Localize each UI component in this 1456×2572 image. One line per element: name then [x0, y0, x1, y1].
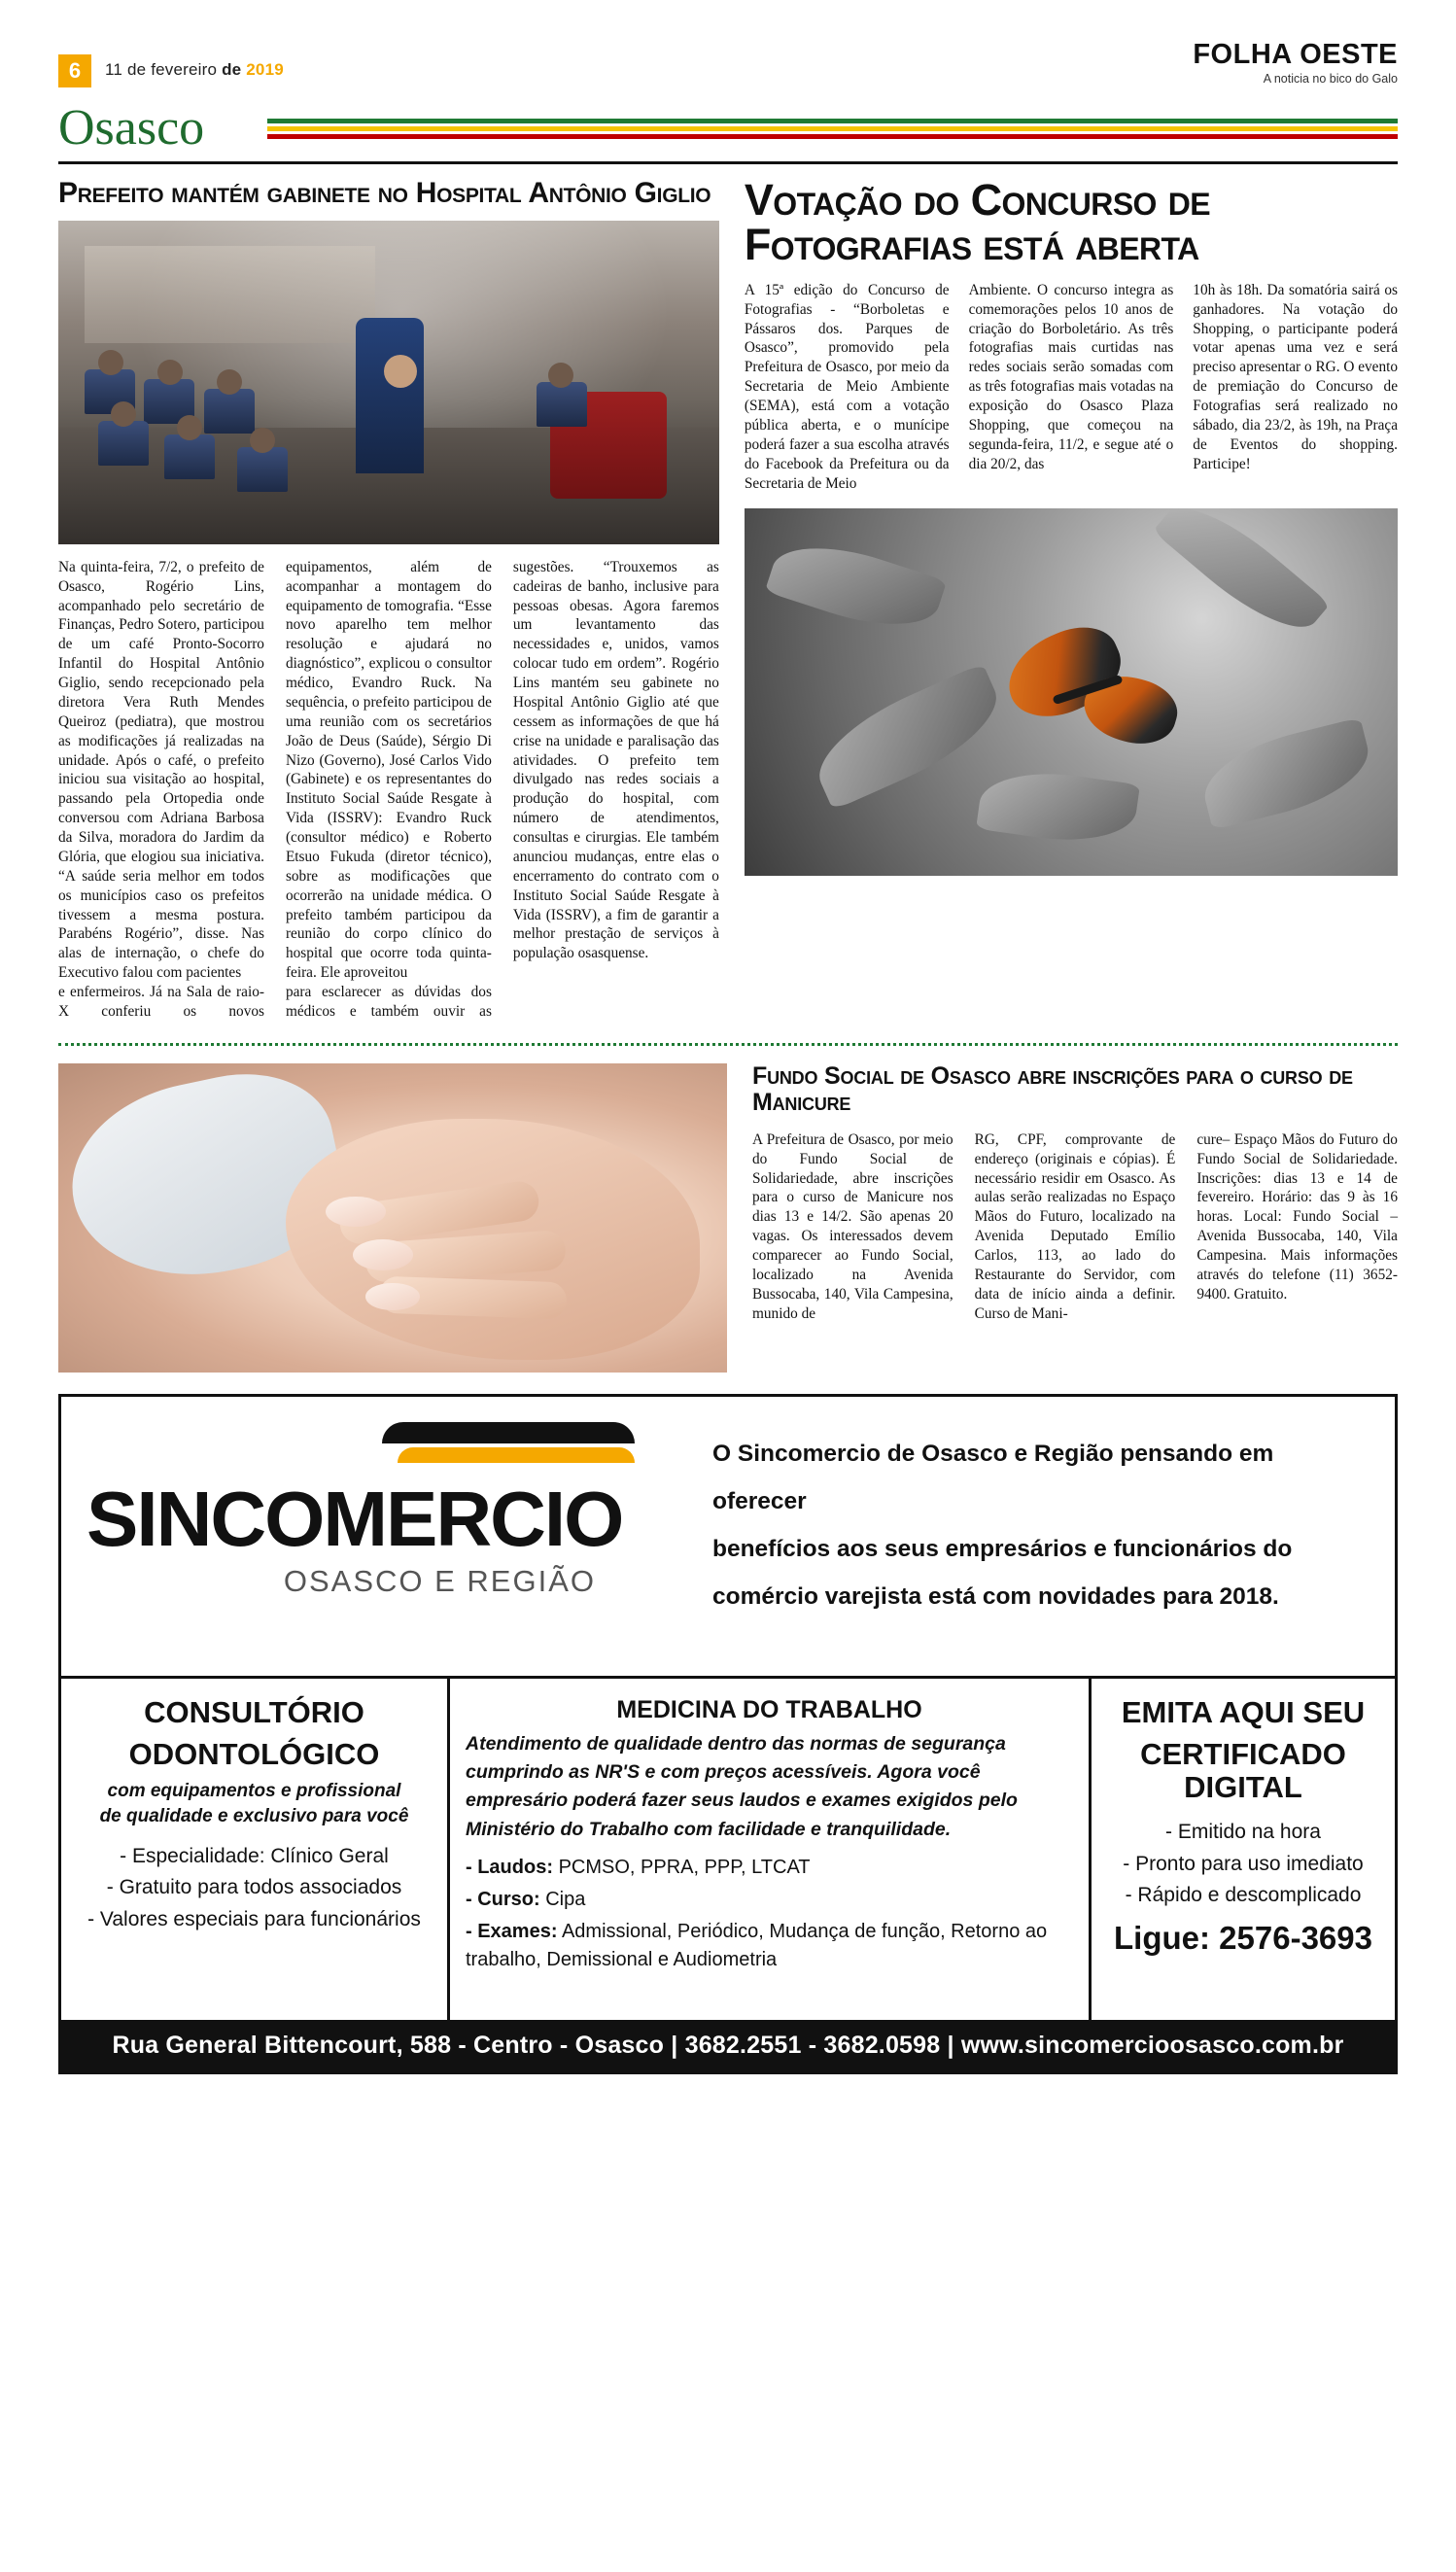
story-manicure-col-2: RG, CPF, comprovante de endereço (originais e cópias). É necessário residir em Osasco. As aulas serão realizadas no Espaço Mãos do Futuro, localizado na Avenida Deputado Emílio Carlos, 113, ao lado do Restaurante do Servidor, com data de início ainda a definir. Curso de Mani- — [974, 1130, 1176, 1322]
ad-col1-sub-2: de qualidade e exclusivo para você — [99, 1805, 409, 1826]
page-number: 6 — [58, 54, 91, 87]
story-manicure — [752, 1063, 1398, 1373]
ad-col1-sub-1: com equipamentos e profissional — [107, 1781, 401, 1802]
paper-name: FOLHA OESTE — [1193, 39, 1398, 70]
ad-claim-line-3: comércio varejista está com novidades para 2018. — [712, 1582, 1279, 1610]
rule-red — [267, 134, 1398, 139]
ad-col2-row-1 — [466, 1854, 1073, 1882]
story-main-body — [58, 558, 719, 1022]
masthead-left — [58, 54, 284, 87]
ad-col3-title-1: EMITA AQUI SEU — [1121, 1694, 1366, 1729]
ad-col2-row-2-value: Cipa — [545, 1888, 586, 1910]
rule-yellow — [267, 126, 1398, 131]
section-header — [58, 100, 1398, 159]
story-votacao-col-3: 10h às 18h. Da somatória sairá os ganhadores. Na votação do Shopping, o participante poderá votar apenas uma vez e será preciso apresentar o RG. O evento de premiação do Concurso de Fotografias será realizado no sábado, dia 23/2, às 19h, na Praça de Eventos do shopping. Participe! — [1193, 281, 1398, 472]
ad-col1-item-2: - Gratuito para todos associados — [106, 1876, 402, 1899]
ad-col2-row-2-label: - Curso: — [466, 1888, 540, 1910]
story-main — [58, 178, 719, 1022]
story-votacao-col-2: Ambiente. O concurso integra as comemorações pelos 10 anos de criação do Borboletário. As três fotografias mais curtidas nas redes sociais serão somadas com as três fotografias mais votadas na exposição do Osasco Plaza Shopping, que começou na segunda-feira, 11/2, e segue até o dia 20/2, das — [968, 281, 1174, 472]
story-votacao — [744, 175, 1398, 1022]
ad-col2-row-3-label: - Exames: — [466, 1920, 558, 1942]
ad-col3-item-3: - Rápido e descomplicado — [1125, 1884, 1362, 1907]
ad-col2-row-3 — [466, 1918, 1073, 1974]
issue-date-de: de — [222, 60, 242, 79]
story-votacao-col-1: A 15ª edição do Concurso de Fotografias - “Borboletas e Pássaros dos. Parques de Osasco”, promovido pela Prefeitura de Osasco, por meio da Secretaria de Meio Ambiente (SEMA), está com a votação pública aberta, e o munícipe poderá fazer a sua escolha através do Facebook da Prefeitura ou da Secretaria de Meio — [744, 281, 950, 492]
paper-tagline: A noticia no bico do Galo — [1263, 72, 1398, 86]
story-manicure-body — [752, 1130, 1398, 1324]
manicure-photo — [58, 1063, 727, 1373]
ad-top — [61, 1397, 1395, 1679]
ad-col3-item-1: - Emitido na hora — [1165, 1820, 1321, 1843]
meeting-room-photo — [58, 221, 719, 544]
ad-logo — [61, 1397, 703, 1676]
rule-green — [267, 119, 1398, 123]
story-votacao-body — [745, 281, 1398, 494]
issue-date-year: 2019 — [246, 60, 284, 79]
ad-logo-word: SINCOMERCIO — [87, 1475, 623, 1562]
ad-claim — [703, 1397, 1395, 1676]
story-manicure-col-3: cure– Espaço Mãos do Futuro do Fundo Social de Solidariedade. Inscrições: dias 13 e 14 de fevereiro. Horário: das 9 às 16 horas. Local: Fundo Social – Avenida Bussocaba, 140, Vila Campesina. Mais informações através do telefone (11) 3652-9400. Gratuito. — [1196, 1130, 1398, 1303]
ad-col1-item-3: - Valores especiais para funcionários — [87, 1907, 421, 1930]
ad-phone[interactable]: Ligue: 2576-3693 — [1114, 1919, 1372, 1956]
story-main-col-2: e enfermeiros. Já na Sala de raio-X conferiu os novos equipamentos, além de acompanhar a montagem do equipamento de tomografia. “Esse novo aparelho tem melhor resolução e ajudará no diagnóstico”, explicou o consultor médico, Evandro Ruck. Na sequência, o prefeito participou de uma reunião com os secretários João de Deus (Saúde), Sérgio Di Nizo (Governo), José Carlos Vido (Gabinete) e os representantes do Instituto Social Saúde Resgate à Vida (ISSRV): Evandro Ruck (consultor médico) e Roberto Etsuo Fukuda (diretor técnico), sobre as modificações que ocorrerão na unidade médica. O prefeito também participou da reunião do corpo clínico do hospital que ocorre toda quinta-feira. Ele aproveitou — [58, 558, 492, 1020]
ad-columns — [61, 1679, 1395, 2020]
ad-col2-row-1-value: PCMSO, PPRA, PPP, LTCAT — [558, 1856, 811, 1878]
story-separator — [58, 1043, 1398, 1046]
issue-date — [105, 60, 284, 82]
story-votacao-headline: Votação do Concurso de Fotografias está aberta — [744, 175, 1211, 269]
ad-col2-row-1-label: - Laudos: — [466, 1856, 553, 1878]
ad-col1-title-2: ODONTOLÓGICO — [128, 1736, 380, 1771]
ad-col3-title-2: CERTIFICADO DIGITAL — [1140, 1736, 1346, 1805]
ad-col1-item-1: - Especialidade: Clínico Geral — [120, 1844, 389, 1867]
ad-col1-title-1: CONSULTÓRIO — [144, 1694, 364, 1729]
issue-date-day: 11 de fevereiro — [105, 60, 218, 79]
mid-area — [58, 1063, 1398, 1373]
ad-col3-item-2: - Pronto para uso imediato — [1123, 1852, 1364, 1875]
ad-column-certificado — [1092, 1679, 1395, 2020]
masthead-right — [1193, 39, 1398, 87]
ad-claim-line-1: O Sincomercio de Osasco e Região pensando em oferecer — [712, 1440, 1274, 1514]
masthead — [58, 37, 1398, 87]
story-manicure-headline: Fundo Social de Osasco abre inscrições para o curso de Manicure — [752, 1061, 1353, 1117]
ad-col2-title: MEDICINA DO TRABALHO — [616, 1695, 922, 1723]
story-main-col-1: Na quinta-feira, 7/2, o prefeito de Osasco, Rogério Lins, acompanhado pelo secretário de Finanças, Pedro Sotero, participou de um café Pronto-Socorro Infantil do Hospital Antônio Giglio, sendo recepcionado pela diretora Vera Ruth Mendes Queiroz (pediatra), que mostrou as modificações já realizadas na unidade. Após o café, o prefeito iniciou sua visitação ao hospital, passando pela Ortopedia onde conversou com Adriana Barbosa da Silva, moradora do Jardim da Glória, que elogiou sua iniciativa. “A saúde seria melhor em todos os municípios caso os prefeitos tivessem a mesma postura. Parabéns Rogério”, disse. Nas alas de internação, o chefe do Executivo falou com pacientes — [58, 558, 264, 982]
swoosh-icon — [382, 1422, 635, 1475]
ad-column-medicina — [450, 1679, 1092, 2020]
ad-col2-body: Atendimento de qualidade dentro das normas de segurança cumprindo as NR'S e com preços acessíveis. Agora você empresário poderá fazer seus laudos e exames exigidos pelo Ministério do Trabalho com facilidade e tranquilidade. — [466, 1732, 1018, 1840]
story-main-headline: Prefeito mantém gabinete no Hospital Antônio Giglio — [58, 177, 711, 209]
section-divider — [58, 161, 1398, 164]
top-area — [58, 175, 1398, 1022]
advertisement[interactable] — [58, 1394, 1398, 2074]
ad-column-odontologico — [61, 1679, 450, 2020]
ad-col2-row-2 — [466, 1886, 1073, 1914]
story-manicure-col-1: A Prefeitura de Osasco, por meio do Fundo Social de Solidariedade, abre inscrições para o curso de Manicure nos dias 13 e 14/2. São apenas 20 vagas. Os interessados devem comparecer ao Fundo Social, localizado na Avenida Bussocaba, 140, Vila Campesina, munido de — [752, 1130, 953, 1322]
ad-claim-line-2: benefícios aos seus empresários e funcionários do — [712, 1535, 1293, 1562]
ad-logo-sub: OSASCO E REGIÃO — [283, 1563, 596, 1598]
story-main-col-3: para esclarecer as dúvidas dos médicos e também ouvir as sugestões. “Trouxemos as cadeiras de banho, inclusive para pessoas obesas. Agora faremos um levantamento das necessidades e, unidos, vamos colocar tudo em ordem”. Rogério Lins mantém seu gabinete no Hospital Antônio Giglio até que cessem as informações de que há crise na unidade e paralisação das atividades. O prefeito tem divulgado nas redes sociais a produção do hospital, com número de atendimentos, consultas e cirurgias. Ele também anunciou mudanças, entre elas o encerramento do contrato com o Instituto Social Saúde Resgate à Vida (ISSRV), a fim de garantir a melhor prestação de serviços à população osasquense. — [285, 558, 719, 1020]
butterfly-photo — [745, 508, 1398, 876]
ad-footer[interactable]: Rua General Bittencourt, 588 - Centro - Osasco | 3682.2551 - 3682.0598 | www.sincomercioosasco.com.br — [61, 2020, 1395, 2071]
ad-col2-row-3-value: Admissional, Periódico, Mudança de função, Retorno ao trabalho, Demissional e Audiometria — [466, 1920, 1048, 1970]
section-title: Osasco — [58, 100, 205, 156]
section-rules — [267, 119, 1398, 142]
story-manicure-photo-wrap — [58, 1063, 727, 1373]
